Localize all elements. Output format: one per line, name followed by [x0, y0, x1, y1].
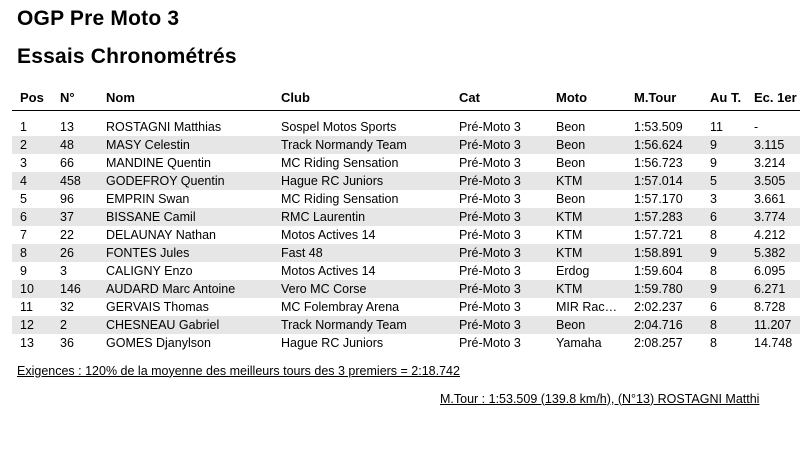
cell-moto: KTM: [556, 209, 583, 224]
cell-cat: Pré-Moto 3: [459, 155, 521, 170]
column-header-ec: Ec. 1er: [754, 90, 800, 111]
cell-cat: Pré-Moto 3: [459, 335, 521, 350]
cell-num: 48: [60, 137, 74, 152]
table-row: [12, 190, 800, 208]
table-row: [12, 316, 800, 334]
cell-ec: 6.271: [754, 281, 786, 296]
cell-num: 3: [60, 263, 67, 278]
table-row: [12, 208, 800, 226]
cell-aut: 9: [710, 245, 717, 260]
cell-club: Vero MC Corse: [281, 281, 367, 296]
cell-pos: 11: [20, 299, 33, 314]
requirements-note: Exigences : 120% de la moyenne des meilleurs tours des 3 premiers = 2:18.742: [17, 363, 460, 378]
table-spacer-row: [12, 110, 800, 118]
cell-cat: Pré-Moto 3: [459, 119, 521, 134]
cell-club: Motos Actives 14: [281, 227, 376, 242]
cell-pos: 4: [20, 173, 27, 188]
cell-pos: 1: [20, 119, 27, 134]
cell-club: Fast 48: [281, 245, 323, 260]
cell-mtour: 1:56.624: [634, 137, 683, 152]
footer: [12, 364, 788, 406]
cell-aut: 5: [710, 173, 717, 188]
cell-ec: 8.728: [754, 299, 786, 314]
cell-ec: 6.095: [754, 263, 786, 278]
table-row: [12, 334, 800, 352]
table-header: [12, 90, 800, 111]
cell-moto: Beon: [556, 137, 586, 152]
cell-aut: 9: [710, 155, 717, 170]
cell-ec: -: [754, 119, 759, 134]
cell-num: 66: [60, 155, 74, 170]
cell-ec: 14.748: [754, 335, 793, 350]
cell-aut: 8: [710, 263, 717, 278]
cell-num: 36: [60, 335, 74, 350]
cell-nom: GERVAIS Thomas: [106, 299, 209, 314]
cell-moto: KTM: [556, 227, 583, 242]
cell-mtour: 1:57.014: [634, 173, 683, 188]
cell-club: MC Folembray Arena: [281, 299, 400, 314]
cell-ec: 4.212: [754, 227, 786, 242]
table-row: [12, 262, 800, 280]
column-header-num: N°: [60, 90, 106, 111]
cell-moto: Beon: [556, 155, 586, 170]
cell-mtour: 1:59.780: [634, 281, 683, 296]
column-header-aut: Au T.: [710, 90, 754, 111]
cell-cat: Pré-Moto 3: [459, 245, 521, 260]
cell-mtour: 1:59.604: [634, 263, 683, 278]
page-subtitle: Essais Chronométrés: [17, 45, 237, 69]
cell-aut: 8: [710, 317, 717, 332]
cell-club: Hague RC Juniors: [281, 173, 384, 188]
cell-moto: Beon: [556, 191, 586, 206]
cell-cat: Pré-Moto 3: [459, 317, 521, 332]
table-row: [12, 154, 800, 172]
cell-moto: Beon: [556, 119, 586, 134]
cell-ec: 3.774: [754, 209, 786, 224]
cell-ec: 11.207: [754, 317, 792, 332]
results-page: [0, 6, 800, 459]
cell-nom: ROSTAGNI Matthias: [106, 119, 222, 134]
cell-cat: Pré-Moto 3: [459, 191, 521, 206]
best-lap-note: M.Tour : 1:53.509 (139.8 km/h), (N°13) ROSTAGNI Matthi: [440, 391, 760, 406]
cell-nom: DELAUNAY Nathan: [106, 227, 217, 242]
cell-mtour: 2:08.257: [634, 335, 683, 350]
cell-num: 22: [60, 227, 74, 242]
cell-cat: Pré-Moto 3: [459, 299, 521, 314]
cell-moto: Erdog: [556, 263, 590, 278]
cell-mtour: 1:57.721: [634, 227, 683, 242]
cell-aut: 8: [710, 335, 717, 350]
cell-cat: Pré-Moto 3: [459, 209, 521, 224]
cell-num: 13: [60, 119, 74, 134]
cell-pos: 2: [20, 137, 27, 152]
cell-club: MC Riding Sensation: [281, 155, 399, 170]
cell-nom: BISSANE Camil: [106, 209, 196, 224]
cell-pos: 5: [20, 191, 27, 206]
cell-club: MC Riding Sensation: [281, 191, 399, 206]
column-header-pos: Pos: [12, 90, 60, 111]
cell-cat: Pré-Moto 3: [459, 173, 521, 188]
cell-aut: 9: [710, 281, 717, 296]
cell-num: 32: [60, 299, 74, 314]
cell-moto: KTM: [556, 281, 583, 296]
cell-pos: 12: [20, 317, 34, 332]
cell-nom: AUDARD Marc Antoine: [106, 281, 236, 296]
cell-mtour: 2:04.716: [634, 317, 683, 332]
cell-club: Track Normandy Team: [281, 137, 407, 152]
cell-moto: Beon: [556, 317, 586, 332]
column-header-mtour: M.Tour: [634, 90, 710, 111]
cell-mtour: 1:53.509: [634, 119, 683, 134]
cell-nom: CHESNEAU Gabriel: [106, 317, 220, 332]
cell-nom: GODEFROY Quentin: [106, 173, 225, 188]
cell-ec: 3.505: [754, 173, 786, 188]
cell-moto: MIR Rac…: [556, 299, 618, 314]
cell-mtour: 1:57.170: [634, 191, 683, 206]
cell-nom: CALIGNY Enzo: [106, 263, 193, 278]
cell-ec: 3.115: [754, 137, 785, 152]
cell-moto: KTM: [556, 245, 583, 260]
cell-mtour: 1:56.723: [634, 155, 683, 170]
cell-pos: 6: [20, 209, 27, 224]
cell-pos: 8: [20, 245, 27, 260]
cell-num: 458: [60, 173, 81, 188]
cell-ec: 3.661: [754, 191, 786, 206]
cell-aut: 9: [710, 137, 717, 152]
table-header-row: [12, 90, 800, 111]
cell-aut: 6: [710, 209, 717, 224]
cell-num: 37: [60, 209, 74, 224]
cell-nom: GOMES Djanylson: [106, 335, 211, 350]
cell-club: Track Normandy Team: [281, 317, 407, 332]
cell-aut: 11: [710, 119, 723, 134]
table-row: [12, 298, 800, 316]
cell-pos: 13: [20, 335, 34, 350]
table-body: [12, 110, 800, 352]
cell-num: 2: [60, 317, 67, 332]
table-row: [12, 280, 800, 298]
table-row: [12, 172, 800, 190]
cell-pos: 7: [20, 227, 27, 242]
cell-cat: Pré-Moto 3: [459, 227, 521, 242]
cell-club: Motos Actives 14: [281, 263, 376, 278]
cell-nom: EMPRIN Swan: [106, 191, 190, 206]
column-header-moto: Moto: [556, 90, 634, 111]
cell-aut: 8: [710, 227, 717, 242]
table-row: [12, 244, 800, 262]
cell-cat: Pré-Moto 3: [459, 137, 521, 152]
table-row: [12, 226, 800, 244]
table-spacer-cell: [12, 110, 800, 118]
cell-moto: KTM: [556, 173, 583, 188]
cell-pos: 10: [20, 281, 34, 296]
column-header-club: Club: [281, 90, 459, 111]
cell-pos: 3: [20, 155, 27, 170]
cell-ec: 5.382: [754, 245, 786, 260]
cell-nom: MANDINE Quentin: [106, 155, 211, 170]
cell-club: Hague RC Juniors: [281, 335, 384, 350]
cell-num: 96: [60, 191, 74, 206]
cell-num: 26: [60, 245, 74, 260]
cell-nom: FONTES Jules: [106, 245, 190, 260]
results-table-wrapper: [12, 89, 797, 352]
cell-mtour: 2:02.237: [634, 299, 683, 314]
column-header-nom: Nom: [106, 90, 281, 111]
results-table: [12, 90, 800, 352]
cell-moto: Yamaha: [556, 335, 602, 350]
cell-aut: 3: [710, 191, 717, 206]
cell-nom: MASY Celestin: [106, 137, 190, 152]
cell-mtour: 1:57.283: [634, 209, 683, 224]
table-row: [12, 136, 800, 154]
cell-cat: Pré-Moto 3: [459, 281, 521, 296]
cell-club: RMC Laurentin: [281, 209, 366, 224]
cell-pos: 9: [20, 263, 27, 278]
cell-ec: 3.214: [754, 155, 786, 170]
page-title: OGP Pre Moto 3: [17, 7, 180, 30]
column-header-cat: Cat: [459, 90, 556, 111]
cell-mtour: 1:58.891: [634, 245, 683, 260]
table-row: [12, 118, 800, 136]
cell-num: 146: [60, 281, 81, 296]
cell-cat: Pré-Moto 3: [459, 263, 521, 278]
cell-club: Sospel Motos Sports: [281, 119, 397, 134]
cell-aut: 6: [710, 299, 717, 314]
